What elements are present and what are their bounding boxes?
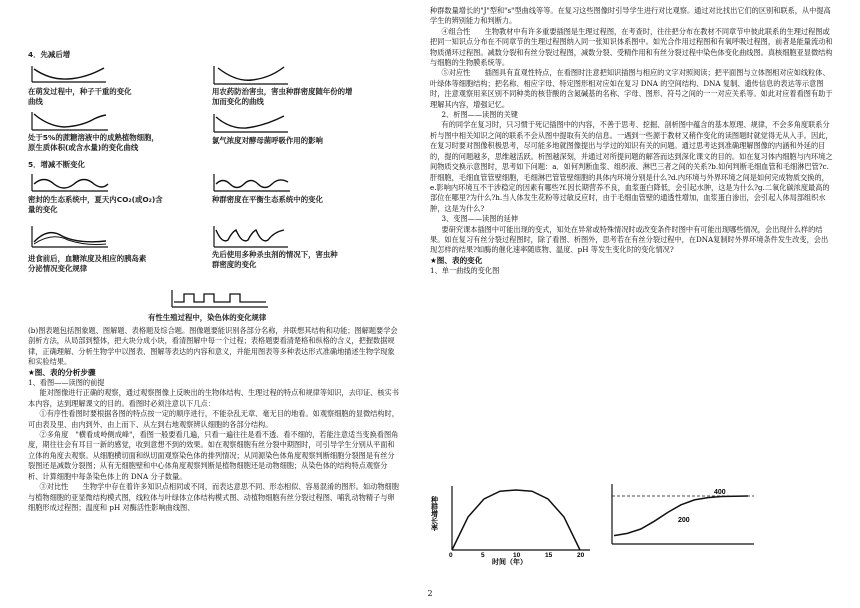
chlorine-caption: 氯气浓度对酵母菌呼吸作用的影响 [212, 136, 323, 145]
insecticide-curve [212, 224, 290, 250]
method-heading: ★图、表的分析步骤 [28, 367, 96, 377]
step1-heading: 1、看图——读图的前提 [28, 378, 105, 388]
paragraph-look: 能对图像进行正确的观察，通过观察图像上反映出的生物体结构、生理过程的特点和规律等知识，去印证、核实书本内容，达到理解课文的目的。看图时必须注意以下几点： [28, 388, 399, 408]
pesticide-caption: 用农药防治害虫，害虫种群密度随年份的增加而变化的曲线 [212, 87, 353, 106]
sucrose-caption: 处于5%的蔗糖溶液中的成熟植物细胞，原生质体积(或含水量)的变化曲线 [28, 133, 159, 152]
seed-caption: 在萌发过程中，种子干重的变化曲线 [28, 87, 132, 106]
chart1-ylabel: 种群增长率 [430, 496, 438, 531]
chart1-tick-label: 15 [545, 552, 553, 559]
ecosystem-caption: 密封的生态系统中，夏天内CO₂(或O₂)含量的变化 [28, 195, 163, 214]
page-number: 2 [427, 589, 433, 598]
chart1-tick-label: 5 [481, 552, 485, 559]
ecosystem-curve [30, 172, 110, 194]
section-5-heading: 5．增减不断变化 [28, 160, 85, 169]
paragraph-b: (b)图表题包括图象题、图解题、表格题及综合题。图像题要能识别各部分名称，并联想其结构和功能；图解题要学会剖析方法，从局部到整体，把大块分成小块，看清图解中每一个过程；表格题要看清楚格和纵格的含义，把握数据规律，正确理解、分析生物学中以图表、图解等表达的内容和意义，并能用图表等多种表达形式准确地描述生物学现象和实验结果。 [28, 326, 398, 367]
paragraph-curve: 种群数量增长的"J"型和"s"型曲线等等。在复习这些图像时引导学生进行对比观察。通过对比找出它们的区别和联系，从中提高学生的辨别能力和判断力。 [430, 6, 831, 26]
change-heading: ★图、表的变化 [430, 255, 483, 265]
sucrose-curve [30, 110, 110, 134]
insecticide-caption: 先后使用多种杀虫剂的情况下，害虫种群密度的变化 [212, 250, 338, 269]
seed-curve [30, 64, 108, 86]
chart2-curve [614, 496, 748, 536]
label-400: 400 [714, 489, 726, 496]
paragraph-map: ⑤对应性 插图具有直观性特点，在看图时注意把知识插图与相应的文字对照阅读；把平面图与立体图相对应如线粒体、叶绿体等细胞结构；把名称、相应字母、特定图形相对应如在复习 DNA 的空间结构、DNA 复制、遗传信息的表达等示意图时，注意观察用来区别不同种类的核苷酸的含氮碱基的名称、字母、图形、符号之间的一一对应关系等。如此对应着看图有助于理解其内容，增强记忆。 [430, 68, 833, 109]
right-column [430, 6, 835, 566]
step3-heading: 3、变图——读图的延伸 [441, 214, 518, 224]
chart1-curve [452, 490, 580, 550]
chart1-tick-label: 20 [577, 552, 585, 559]
population-chart [608, 480, 758, 550]
growth-rate-chart [430, 480, 600, 566]
dynamic-caption: 种群密度在平衡生态系统中的变化 [212, 195, 323, 204]
chart1-xlabel: 时间（年） [492, 559, 527, 566]
paragraph-analyze: 有的同学在复习时，只习惯于死记插图中的内容，不善于思考、挖掘、剖析图中蕴含的基本原理、规律，不会多角度联系分析与图中相关知识之间的联系不会从图中提取有关的信息。一遇到一些源于教材又稍作变化的读图题时就觉得无从入手。因此，在复习时要对图像积极思考，尽可能多地就图像提出与学过的知识有关的问题。通过思考达到准确理解图像的内涵和外延的目的，提的问题越多，思维越活跃。析图越深刻，并通过对所提问题的解答而达到深化课文的目的。如在复习体内细胞与内环境之间物质交换示意图时，思考如下问题：a．如何判断血浆、组织液、淋巴三者之间的关系?b.如何判断毛细血管和毛细淋巴管?c.肝细胞，毛细血管管壁细胞，毛细淋巴管管壁细胞的具体内环境分别是什么?d.内环境与外界环境之间是如何完成物质交换的，e.影响内环境互不干涉稳定的因素有哪些?f.因长期营养不良，血浆蛋白降低，会引起水肿，这是为什么?g.二氧化碳浓度最高的部位在哪里?为什么?h.当人体发生花粉等过敏反应时，由于毛细血管壁的通透性增加，血浆蛋白渗出，会引起人体局部组织水肿，这是为什么? [430, 120, 833, 213]
chart1-tick-label: 0 [449, 552, 453, 559]
glucose-curve [30, 224, 110, 250]
section-4-heading: 4．先减后增 [28, 50, 71, 59]
paragraph-compare: ③对比性 生物学中存在着许多知识点相同或不同，而表达意思不同、形态相似、容易混淆的图形。如动物细胞与植物细胞的亚显微结构模式图，线粒体与叶绿体立体结构模式图、动植物细胞有丝分裂过程图、哺乳动物精子与卵细胞形成过程图；温度和 pH 对酶活性影响曲线图、 [28, 482, 399, 512]
step2-heading: 2、析图——读图的关键 [441, 110, 518, 120]
left-column [28, 0, 400, 513]
paragraph-angle: ②多角度 "横看成岭侧成峰"，看图一般要看几遍，只看一遍往往是看不透、看不细的，若能注意适当变换看图角度，期往往会有耳目一新的感觉，收到意想不到的效果。如在观察细胞有丝分裂中期图时，可引导学生分别从平面和立体的角度去观察。从细胞横切面和纵切面观察染色体的排列情况；从同源染色体角度观察判断细胞分裂图是有丝分裂图还是减数分裂图；从有无细胞壁和中心体角度观察判断是植物细胞还是动物细胞；从染色体的结构特点观察分析、计算细胞中每条染色体上的 DNA 分子数量。 [28, 430, 399, 481]
label-200: 200 [678, 517, 690, 524]
chart1-tick-label: 10 [513, 552, 521, 559]
chlorine-curve [212, 112, 290, 136]
glucose-caption: 进食前后，血糖浓度及相应的胰岛素分泌情况变化规律 [28, 254, 147, 273]
curve-figures [28, 0, 400, 330]
mitosis-curve [170, 288, 270, 310]
paragraph-combine: ④组合性 生物教材中有许多重要插图是生理过程图，在考查时，往往把分布在教材不同章节中彼此联系的生理过程图或把同一知识点分布在不同章节的生理过程图纳入同一张知识体系图中。如光合作用过程图和有氧呼吸过程图，前者是能量流动和物质循环过程图。减数分裂和有丝分裂过程图，减数分裂、受精作用和有丝分裂过程中染色体变化曲线图。真核细胞亚显微结构与细胞的生物膜系统等。 [430, 26, 833, 68]
paragraph-order: ①有序性看图时要根据各图的特点按一定的顺序进行，不能杂乱无章、毫无目的地看。如观察细胞的显微结构时，可由表及里、由内到外、由上而下、从左到右地观察辨认细胞的各部分结构。 [28, 409, 399, 429]
mitosis-caption: 有性生殖过程中，染色体的变化规律 [148, 313, 267, 322]
dynamic-curve [212, 172, 292, 194]
single-curve-heading: 1、单一曲线的变化图 [430, 266, 500, 276]
pesticide-curve [212, 64, 290, 88]
paragraph-vary: 要研究课本插图中可能出现的变式，知处在异常或特殊情况时或改变条件时图中有可能出现哪些情况，会出现什么样的结果。如在复习有丝分裂过程图时，除了看图、析图外，思考若在有丝分裂过程中，在DNA复制时外界环境条件发生改变，会出现怎样的结果?如酶的催化速率随底物、温度、pH 等发生变化时的变化情况? [430, 224, 829, 255]
